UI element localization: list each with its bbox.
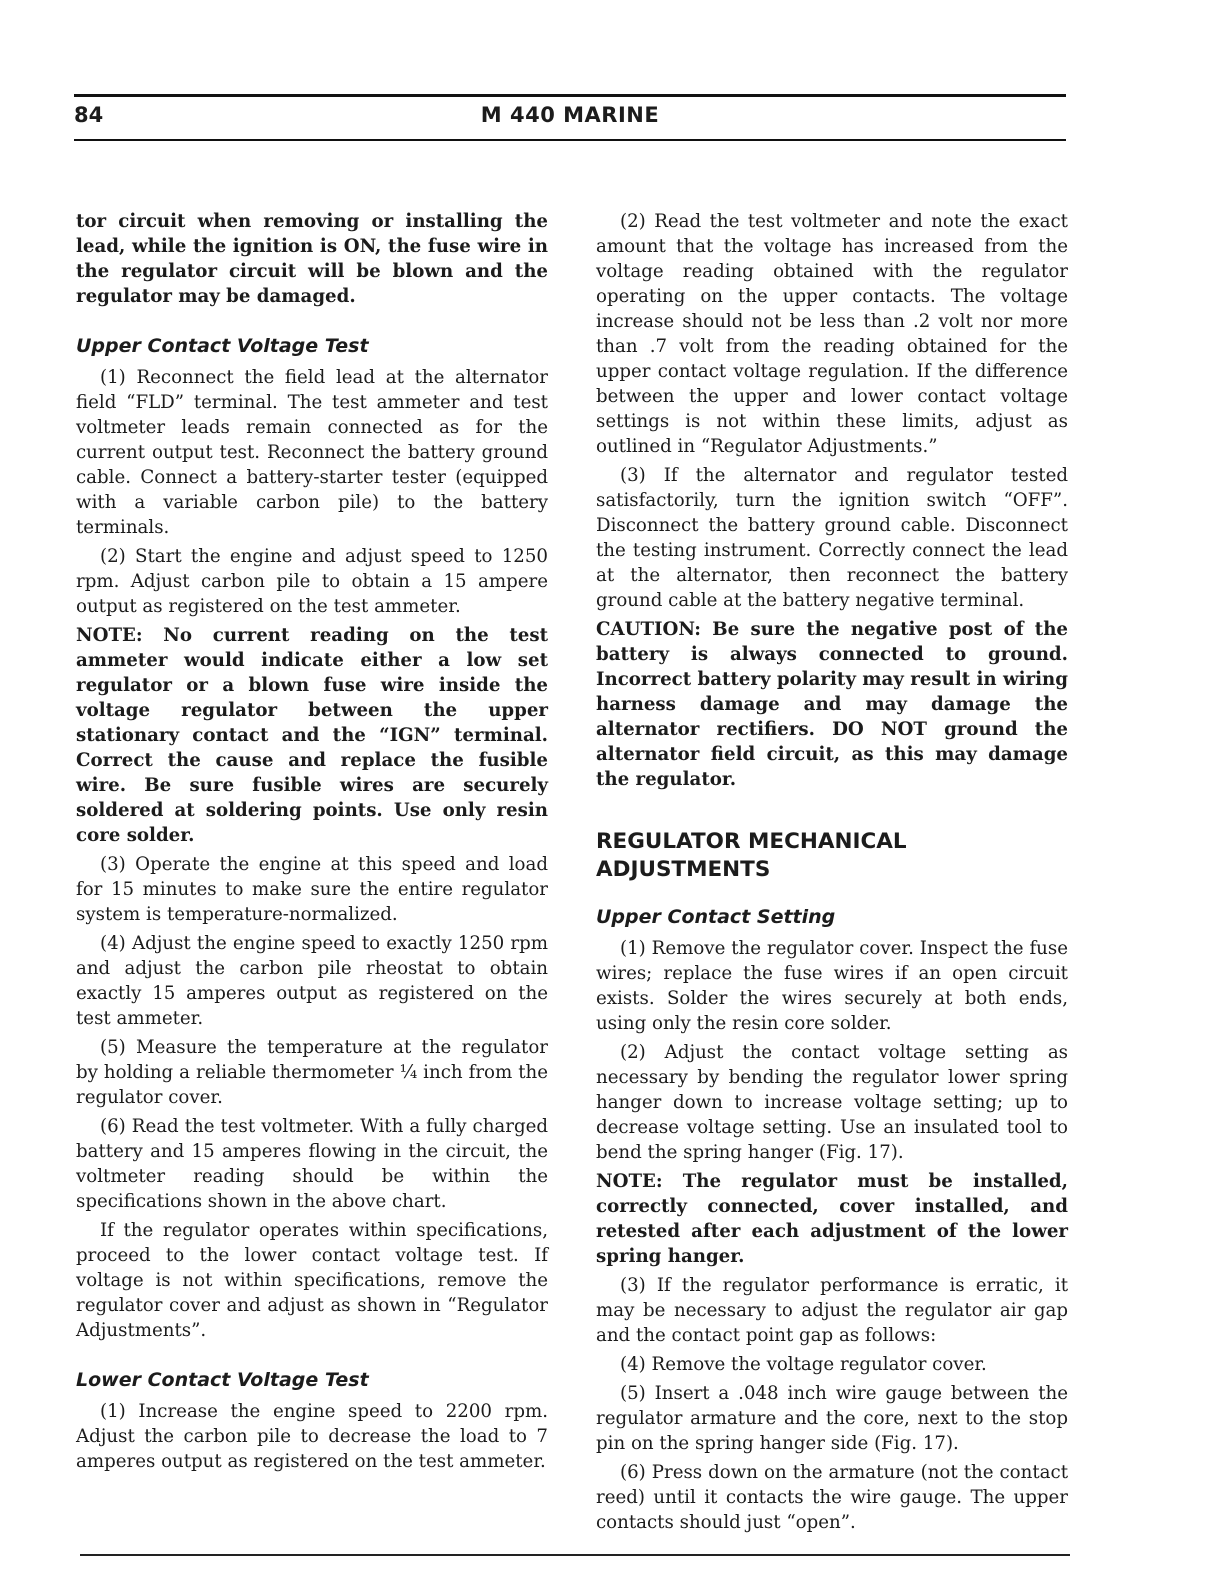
caution-label: CAUTION: xyxy=(596,619,702,640)
note-fuse-wire xyxy=(76,623,548,848)
lower-test-step-1: (1) Increase the engine speed to 2200 rpm. Adjust the carbon pile to decrease the load to 7 amperes output as registered on the test ammeter. xyxy=(76,1401,548,1472)
setting-step-4: (4) Remove the voltage regulator cover. xyxy=(620,1354,987,1375)
caution-polarity xyxy=(596,617,1068,792)
header-rule-bottom xyxy=(74,139,1066,141)
upper-test-step-3: (3) Operate the engine at this speed and load for 15 minutes to make sure the entire regulator system is temperature-normalized. xyxy=(76,854,548,925)
section-heading-line-1: REGULATOR MECHANICAL xyxy=(596,829,907,854)
setting-step-1: (1) Remove the regulator cover. Inspect the fuse wires; replace the fuse wires if an open circuit exists. Solder the wires securely at both ends, using only the resin core solder. xyxy=(596,938,1068,1034)
lower-test-step-2: (2) Read the test voltmeter and note the exact amount that the voltage has increased from the voltage reading obtained with the regulator operating on the upper contacts. The voltage increase should not be less than .2 volt nor more than .7 volt from the reading obtained for the upper contact voltage regulation. If the difference between the upper and lower contact voltage settings is not within these limits, adjust as outlined in “Regulator Adjustments.” xyxy=(596,211,1068,457)
upper-contact-setting-heading: Upper Contact Setting xyxy=(596,906,836,928)
upper-test-step-4: (4) Adjust the engine speed to exactly 1250 rpm and adjust the carbon pile rheostat to obtain exactly 15 amperes output as registered on the test ammeter. xyxy=(76,933,548,1029)
upper-contact-voltage-test-heading: Upper Contact Voltage Test xyxy=(76,335,369,357)
setting-step-2: (2) Adjust the contact voltage setting as necessary by bending the regulator lower spring hanger down to increase voltage setting; up to decrease voltage setting. Use an insulated tool to bend the spring hanger (Fig. 17). xyxy=(596,1042,1068,1163)
footer-rule xyxy=(80,1554,1070,1556)
note-label: NOTE: xyxy=(76,625,143,646)
lower-test-step-3: (3) If the alternator and regulator tested satisfactorily, turn the ignition switch “OFF”. Disconnect the battery ground cable. Disconnect the testing instrument. Correctly connect the lead at the alternator, then reconnect the battery ground cable at the battery negative terminal. xyxy=(596,465,1068,611)
setting-step-3: (3) If the regulator performance is erratic, it may be necessary to adjust the regulator air gap and the contact point gap as follows: xyxy=(596,1275,1068,1346)
note-text: No current reading on the test ammeter would indicate either a low set regulator or a blown fuse wire inside the voltage regulator between the upper stationary contact and the “IGN” terminal. Correct the cause and replace the fusible wire. Be sure fusible wires are securely soldered at soldering points. Use only resin core solder. xyxy=(76,625,548,846)
lower-contact-voltage-test-heading: Lower Contact Voltage Test xyxy=(76,1369,369,1391)
upper-test-followup: If the regulator operates within specifications, proceed to the lower contact voltage test. If voltage is not within specifications, remove the regulator cover and adjust as shown in “Regulator Adjustments”. xyxy=(76,1220,548,1341)
upper-test-step-6: (6) Read the test voltmeter. With a fully charged battery and 15 amperes flowing in the circuit, the voltmeter reading should be within the specifications shown in the above chart. xyxy=(76,1116,548,1212)
setting-step-6: (6) Press down on the armature (not the contact reed) until it contacts the wire gauge. The upper contacts should just “open”. xyxy=(596,1462,1068,1533)
upper-test-step-5: (5) Measure the temperature at the regulator by holding a reliable thermometer ¼ inch from the regulator cover. xyxy=(76,1037,548,1108)
right-column xyxy=(596,209,1068,1539)
note-label: NOTE: xyxy=(596,1171,663,1192)
header-rule-top xyxy=(74,94,1066,97)
note-retest xyxy=(596,1169,1068,1269)
caution-text: Be sure the negative post of the battery is always connected to ground. Incorrect battery polarity may result in wiring harness damage and may damage the alternator rectifiers. DO NOT ground the alternator field circuit, as this may damage the regulator. xyxy=(596,619,1068,790)
page-number: 84 xyxy=(74,103,104,127)
running-head: M 440 MARINE xyxy=(480,103,660,127)
setting-step-5: (5) Insert a .048 inch wire gauge between the regulator armature and the core, next to the stop pin on the spring hanger side (Fig. 17). xyxy=(596,1383,1068,1454)
upper-test-step-1: (1) Reconnect the field lead at the alternator field “FLD” terminal. The test ammeter and test voltmeter leads remain connected as for the current output test. Reconnect the battery ground cable. Connect a battery-starter tester (equipped with a variable carbon pile) to the battery terminals. xyxy=(76,367,548,538)
note-text: The regulator must be installed, correctly connected, cover installed, and retested after each adjustment of the lower spring hanger. xyxy=(596,1171,1068,1267)
intro-warning: tor circuit when removing or installing the lead, while the ignition is ON, the fuse wire in the regulator circuit will be blown and the regulator may be damaged. xyxy=(76,211,548,307)
section-heading-line-2: ADJUSTMENTS xyxy=(596,857,771,882)
left-column xyxy=(76,209,548,1478)
regulator-mechanical-adjustments-heading xyxy=(596,828,1068,884)
upper-test-step-2: (2) Start the engine and adjust speed to 1250 rpm. Adjust carbon pile to obtain a 15 ampere output as registered on the test ammeter. xyxy=(76,546,548,617)
